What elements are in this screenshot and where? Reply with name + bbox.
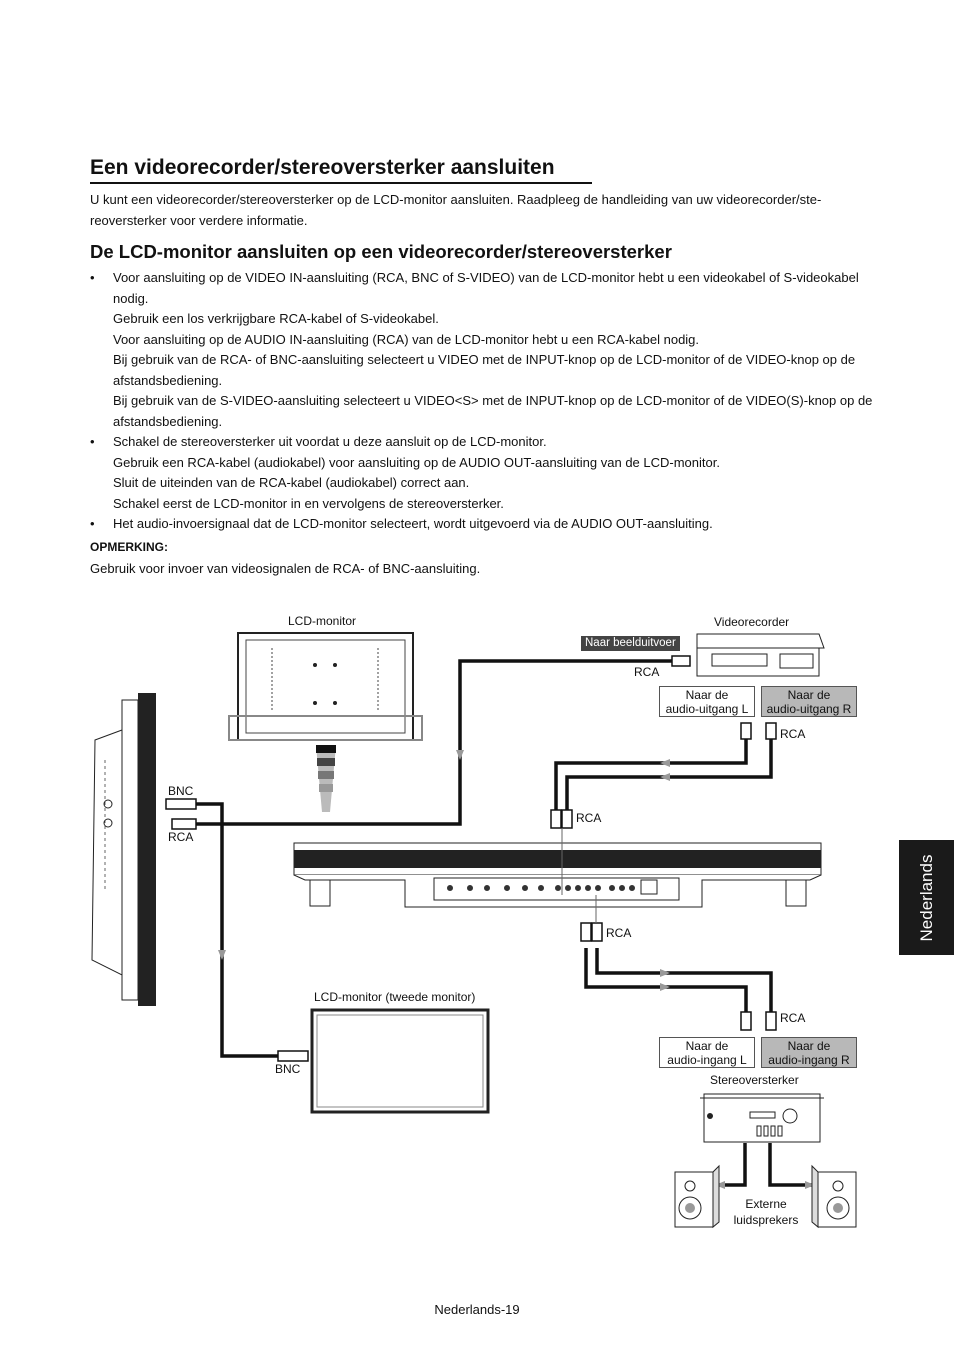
video-out-tag: Naar beelduitvoer (581, 636, 680, 651)
list-line: Sluit de uiteinden van de RCA-kabel (audiokabel) correct aan. (113, 475, 470, 490)
speaker-left-illustration (675, 1166, 719, 1227)
bullet-icon: • (90, 270, 95, 285)
list-line: Bij gebruik van de RCA- of BNC-aansluiting selecteert u VIDEO met de INPUT-knop op de LCD-monitor of de VIDEO-knop op de afstandsbediening. (113, 352, 856, 388)
list-line: Het audio-invoersignaal dat de LCD-monitor selecteert, wordt uitgevoerd via de AUDIO OUT-aansluiting. (113, 516, 713, 531)
section-title: De LCD-monitor aansluiten op een videorecorder/stereoversterker (90, 241, 672, 262)
rca-label: RCA (634, 665, 660, 679)
speakers-label: Externe luidsprekers (733, 1197, 799, 1227)
list-line: Schakel eerst de LCD-monitor in en vervolgens de stereoversterker. (113, 495, 504, 511)
amplifier-illustration (700, 1094, 824, 1142)
list-line: Gebruik een RCA-kabel (audiokabel) voor aansluiting op de AUDIO OUT-aansluiting van de LCD-monitor. (113, 454, 720, 470)
list-line: Bij gebruik van de S-VIDEO-aansluiting selecteert u VIDEO<S> met de INPUT-knop op de LCD-monitor of de VIDEO(S)-knop op de afstandsbediening. (113, 393, 873, 429)
rca-label: RCA (606, 926, 632, 940)
audio-out-r-box: Naar de audio-uitgang R (761, 686, 857, 717)
amplifier-label: Stereoversterker (710, 1073, 799, 1087)
second-monitor-label: LCD-monitor (tweede monitor) (314, 990, 476, 1004)
videorecorder-illustration (697, 634, 824, 676)
second-monitor-illustration (312, 1010, 488, 1112)
audio-out-l-box: Naar de audio-uitgang L (659, 686, 755, 717)
lcd-monitor-side-illustration (92, 693, 156, 1006)
bnc-label: BNC (275, 1062, 301, 1076)
note-heading: OPMERKING: (90, 540, 168, 554)
note-text: Gebruik voor invoer van videosignalen de RCA- of BNC-aansluiting. (90, 561, 481, 576)
list-line: Gebruik een los verkrijgbare RCA-kabel of S-videokabel. (113, 311, 439, 326)
language-tab[interactable] (899, 840, 954, 955)
bullet-icon: • (90, 434, 95, 449)
lcd-terminal-panel-illustration (294, 828, 821, 923)
list-line: Voor aansluiting op de VIDEO IN-aansluiting (RCA, BNC of S-VIDEO) van de LCD-monitor hebt u een videokabel of S-videokabel nodig. (113, 270, 859, 306)
page-footer: Nederlands-19 (434, 1302, 520, 1317)
rca-label: RCA (168, 830, 194, 844)
lcd-monitor-rear-illustration (229, 633, 422, 740)
audio-in-l-box: Naar de audio-ingang L (659, 1037, 755, 1068)
audio-in-r-box: Naar de audio-ingang R (761, 1037, 857, 1068)
zoom-indicator (316, 745, 336, 812)
language-tab-label: Nederlands (916, 854, 936, 941)
bullet-icon: • (90, 516, 95, 531)
list-line: Voor aansluiting op de AUDIO IN-aansluiting (RCA) van de LCD-monitor hebt u een RCA-kabel nodig. (113, 331, 700, 347)
speaker-right-illustration (812, 1166, 856, 1227)
intro-paragraph: U kunt een videorecorder/stereoversterker op de LCD-monitor aansluiten. Raadpleeg de handleiding van uw videorecorder/ste-reoversterker voor verdere informatie. (90, 192, 822, 228)
page-title: Een videorecorder/stereoversterker aansluiten (90, 156, 592, 184)
list-line: Schakel de stereoversterker uit voordat u deze aansluit op de LCD-monitor. (113, 434, 547, 449)
bnc-label: BNC (168, 784, 194, 798)
rca-label: RCA (780, 1011, 806, 1025)
videorecorder-label: Videorecorder (714, 615, 790, 629)
lcd-monitor-label: LCD-monitor (288, 614, 357, 628)
rca-label: RCA (576, 811, 602, 825)
rca-label: RCA (780, 727, 806, 741)
